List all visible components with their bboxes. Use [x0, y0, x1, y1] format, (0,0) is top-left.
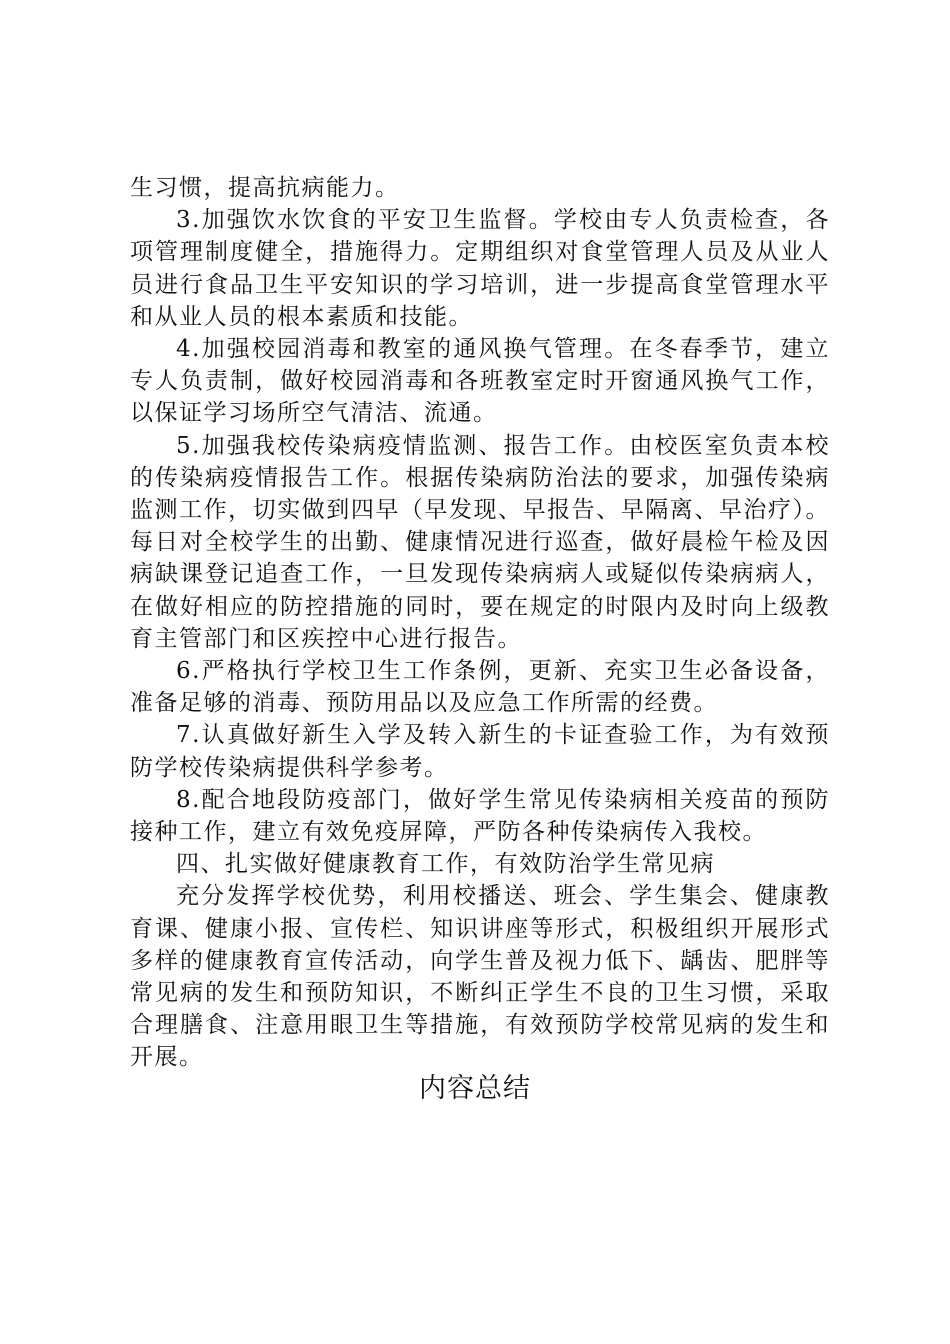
paragraph-item-3: 3.加强饮水饮食的平安卫生监督。学校由专人负责检查，各项管理制度健全，措施得力。定期组织对食堂管理人员及从业人员进行食品卫生平安知识的学习培训，进一步提高食堂管理水平和从业人员的根本素质和技能。: [130, 207, 830, 330]
paragraph-health-education: 充分发挥学校优势，利用校播送、班会、学生集会、健康教育课、健康小报、宣传栏、知识讲座等形式，积极组织开展形式多样的健康教育宣传活动，向学生普及视力低下、龋齿、肥胖等常见病的发生和预防知识，不断纠正学生不良的卫生习惯，采取合理膳食、注意用眼卫生等措施，有效预防学校常见病的发生和开展。: [130, 883, 830, 1071]
paragraph-item-5: 5.加强我校传染病疫情监测、报告工作。由校医室负责本校的传染病疫情报告工作。根据传染病防治法的要求，加强传染病监测工作，切实做到四早（早发现、早报告、早隔离、早治疗）。每日对全校学生的出勤、健康情况进行巡查，做好晨检午检及因病缺课登记追查工作，一旦发现传染病病人或疑似传染病病人，在做好相应的防控措施的同时，要在规定的时限内及时向上级教育主管部门和区疾控中心进行报告。: [130, 432, 830, 652]
paragraph-item-4: 4.加强校园消毒和教室的通风换气管理。在冬春季节，建立专人负责制，做好校园消毒和各班教室定时开窗通风换气工作，以保证学习场所空气清洁、流通。: [130, 336, 830, 427]
section-heading-4: 四、扎实做好健康教育工作，有效防治学生常见病: [176, 851, 715, 878]
summary-title: 内容总结: [419, 1073, 531, 1104]
paragraph-item-8: 8.配合地段防疫部门，做好学生常见传染病相关疫苗的预防接种工作，建立有效免疫屏障，严防各种传染病传入我校。: [130, 786, 830, 846]
paragraph-continuation: 生习惯，提高抗病能力。: [130, 175, 400, 201]
paragraph-item-7: 7.认真做好新生入学及转入新生的卡证查验工作，为有效预防学校传染病提供科学参考。: [130, 722, 830, 781]
paragraph-item-6: 6.严格执行学校卫生工作条例，更新、充实卫生必备设备，准备足够的消毒、预防用品以及应急工作所需的经费。: [130, 658, 830, 717]
document-body: [130, 172, 830, 1074]
